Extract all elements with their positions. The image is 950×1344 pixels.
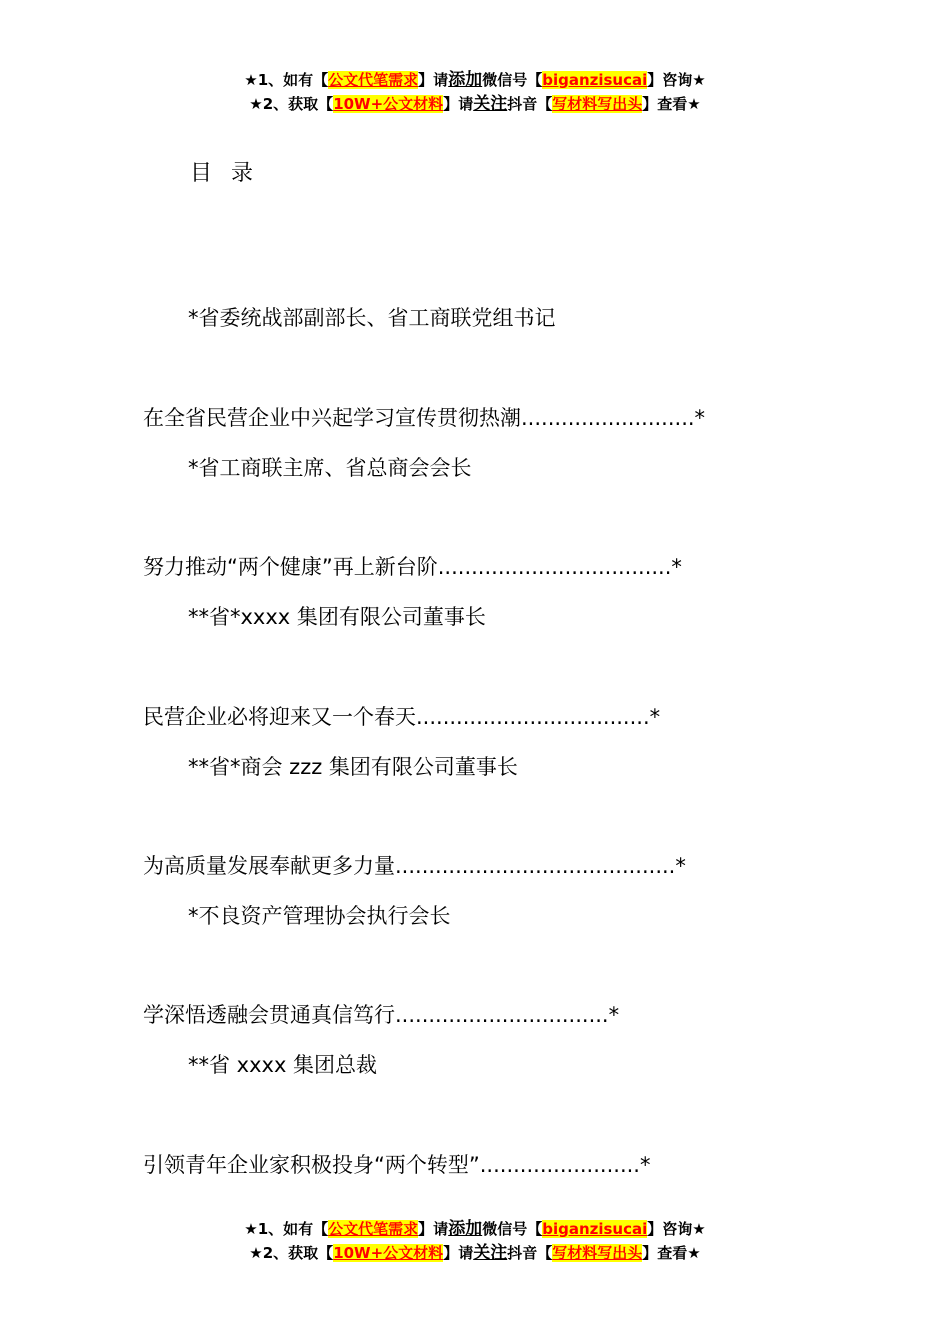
banner-text: 】请 [418, 1220, 449, 1238]
banner-emphasis: 添加 [448, 70, 483, 90]
banner-highlight: 写材料写出头 [552, 1244, 643, 1262]
toc-entry[interactable]: 引领青年企业家积极投身“两个转型”........................* [143, 1153, 651, 1177]
toc-author: **省*商会 zzz 集团有限公司董事长 [188, 755, 518, 779]
toc-author: **省 xxxx 集团总裁 [188, 1053, 378, 1077]
banner-highlight: 公文代笔需求 [328, 1220, 419, 1238]
toc-entry[interactable]: 为高质量发展奉献更多力量..........................................* [143, 854, 686, 878]
banner-highlight: 10W+公文材料 [333, 1244, 444, 1262]
banner-line-1 [0, 1217, 950, 1241]
banner-text: 】请 [443, 95, 474, 113]
banner-emphasis: 添加 [448, 1219, 483, 1239]
banner-text: 抖音【 [507, 95, 553, 113]
banner-text: 】请 [418, 71, 449, 89]
banner-text: 微信号【 [482, 71, 543, 89]
banner-line-2 [0, 92, 950, 116]
header-banner [0, 68, 950, 116]
toc-author: **省*xxxx 集团有限公司董事长 [188, 605, 486, 629]
banner-highlight: 10W+公文材料 [333, 95, 444, 113]
toc-entry[interactable]: 努力推动“两个健康”再上新台阶...................................* [143, 555, 682, 579]
banner-text: 】请 [443, 1244, 474, 1262]
toc-author: *省工商联主席、省总商会会长 [188, 456, 472, 480]
toc-author: *省委统战部副部长、省工商联党组书记 [188, 306, 556, 330]
banner-text: 微信号【 [482, 1220, 543, 1238]
toc-title: 目 录 [190, 161, 259, 186]
banner-text: 】咨询★ [647, 1220, 706, 1238]
banner-text: 】查看★ [642, 95, 701, 113]
banner-emphasis: 关注 [473, 94, 508, 114]
banner-text: 】查看★ [642, 1244, 701, 1262]
toc-author: *不良资产管理协会执行会长 [188, 904, 451, 928]
banner-text: ★2、获取【 [249, 1244, 334, 1262]
banner-highlight: biganzisucai [542, 1220, 648, 1238]
banner-highlight: biganzisucai [542, 71, 648, 89]
banner-text: ★2、获取【 [249, 95, 334, 113]
banner-text: 】咨询★ [647, 71, 706, 89]
banner-emphasis: 关注 [473, 1243, 508, 1263]
banner-text: 抖音【 [507, 1244, 553, 1262]
banner-line-1 [0, 68, 950, 92]
toc-entry[interactable]: 学深悟透融会贯通真信笃行................................* [143, 1003, 620, 1027]
footer-banner [0, 1217, 950, 1265]
banner-line-2 [0, 1241, 950, 1265]
toc-entry[interactable]: 在全省民营企业中兴起学习宣传贯彻热潮..........................* [143, 406, 706, 430]
banner-text: ★1、如有【 [244, 1220, 329, 1238]
toc-entry[interactable]: 民营企业必将迎来又一个春天...................................* [143, 705, 661, 729]
banner-highlight: 写材料写出头 [552, 95, 643, 113]
banner-text: ★1、如有【 [244, 71, 329, 89]
banner-highlight: 公文代笔需求 [328, 71, 419, 89]
